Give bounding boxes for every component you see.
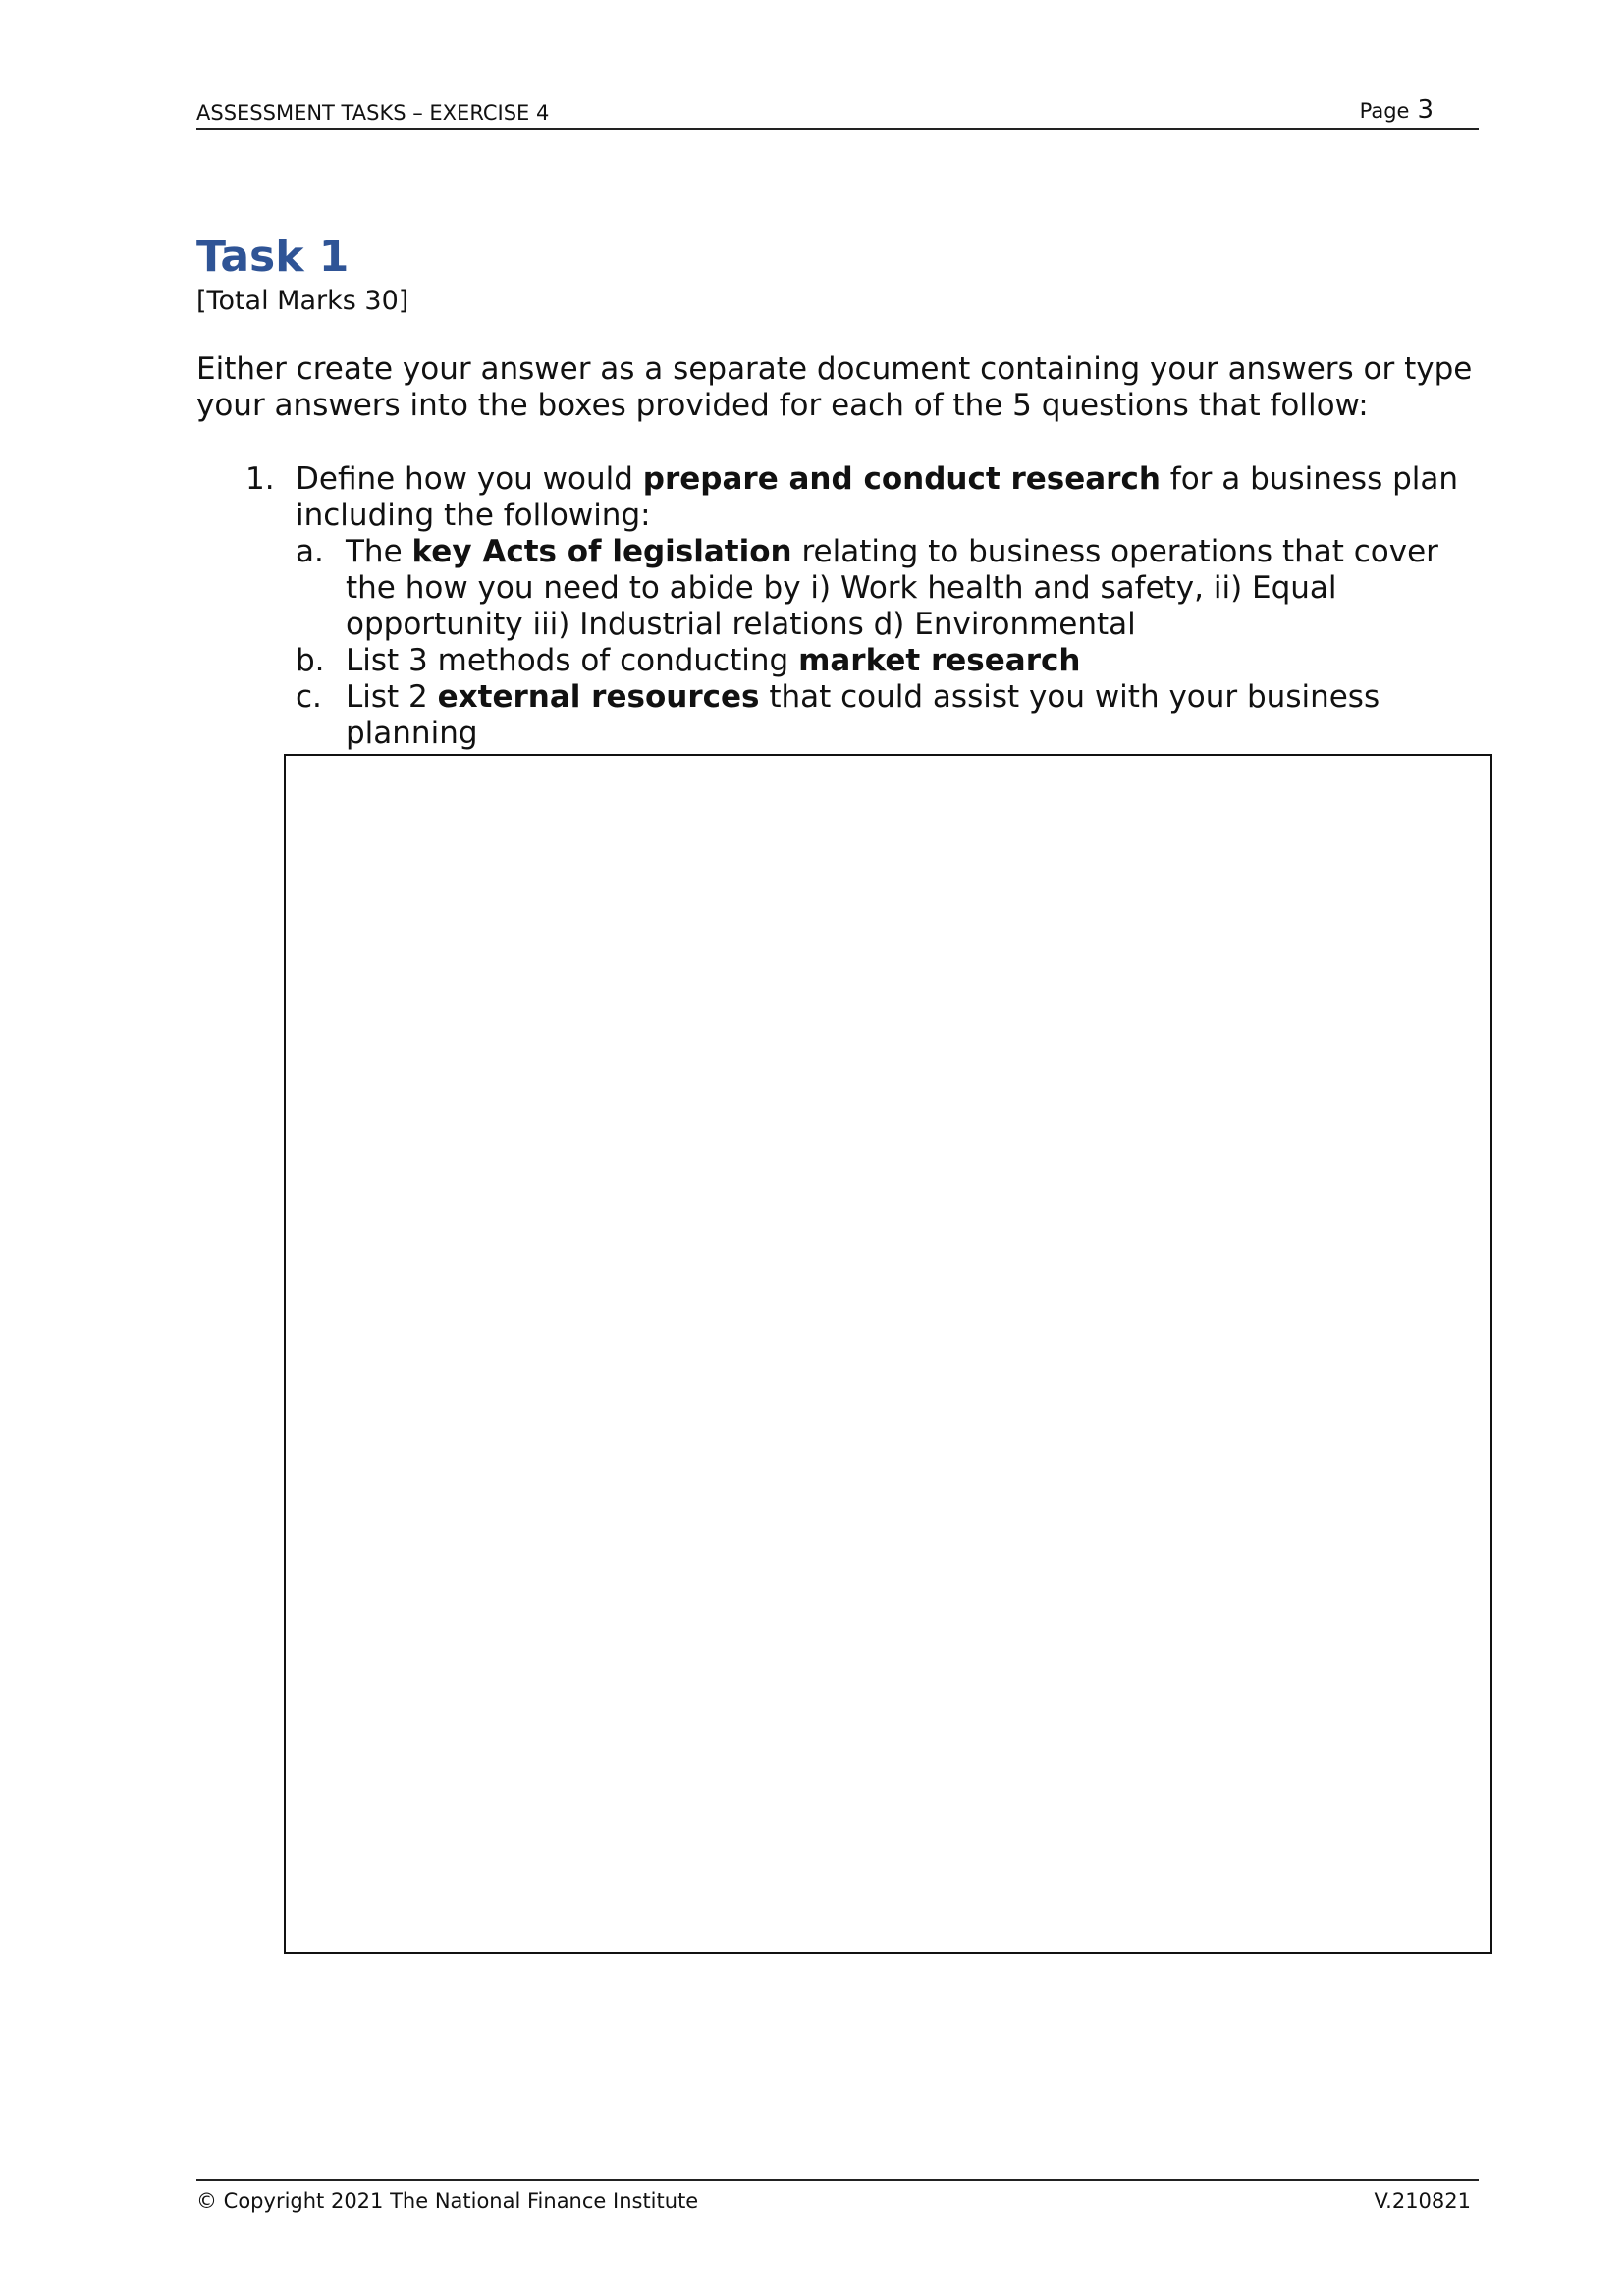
sub-question-text-bold: market research [798,643,1081,678]
sub-question-text-start: List 2 [346,679,438,715]
sub-question-text-end: that could assist you with your business planning [346,679,1380,751]
page-number: 3 [1417,95,1434,125]
sub-question-b [296,643,1492,679]
sub-question-letter: b. [296,643,325,678]
question-text-start: Define how you would [296,461,643,497]
copyright-text: © Copyright 2021 The National Finance Institute [196,2189,699,2213]
sub-question-a [296,534,1492,643]
sub-question-text-bold: external resources [437,679,760,715]
version-label: V.210821 [1374,2189,1471,2213]
page-indicator [1360,95,1434,125]
sub-question-letter: c. [296,679,322,715]
sub-question-text-start: List 3 methods of conducting [346,643,799,678]
sub-question-text-bold: key Acts of legislation [411,534,792,569]
total-marks: [Total Marks 30] [196,286,409,316]
instructions-text: Either create your answer as a separate document containing your answers or type your answers into the boxes provided for each of the 5 questions that follow: [196,351,1473,423]
sub-question-text-start: The [346,534,412,569]
question-number: 1. [245,461,275,497]
answer-box[interactable] [284,754,1492,1954]
question-text-bold: prepare and conduct research [642,461,1161,497]
question-text-end: for a business plan including the following: [296,461,1459,533]
task-title: Task 1 [196,232,350,282]
question-1-prompt [245,461,1492,534]
page-label: Page [1359,99,1410,123]
sub-question-c [296,679,1492,752]
sub-question-text-end: relating to business operations that cover the how you need to abide by i) Work health and safety, ii) Equal opportunity iii) Industrial relations d) Environmental [346,534,1438,642]
page-header [196,95,1479,130]
page-footer [196,2179,1479,2213]
sub-question-letter: a. [296,534,324,569]
sub-question-list [245,534,1492,752]
header-title: ASSESSMENT TASKS – EXERCISE 4 [196,101,550,125]
question-1 [245,461,1492,752]
